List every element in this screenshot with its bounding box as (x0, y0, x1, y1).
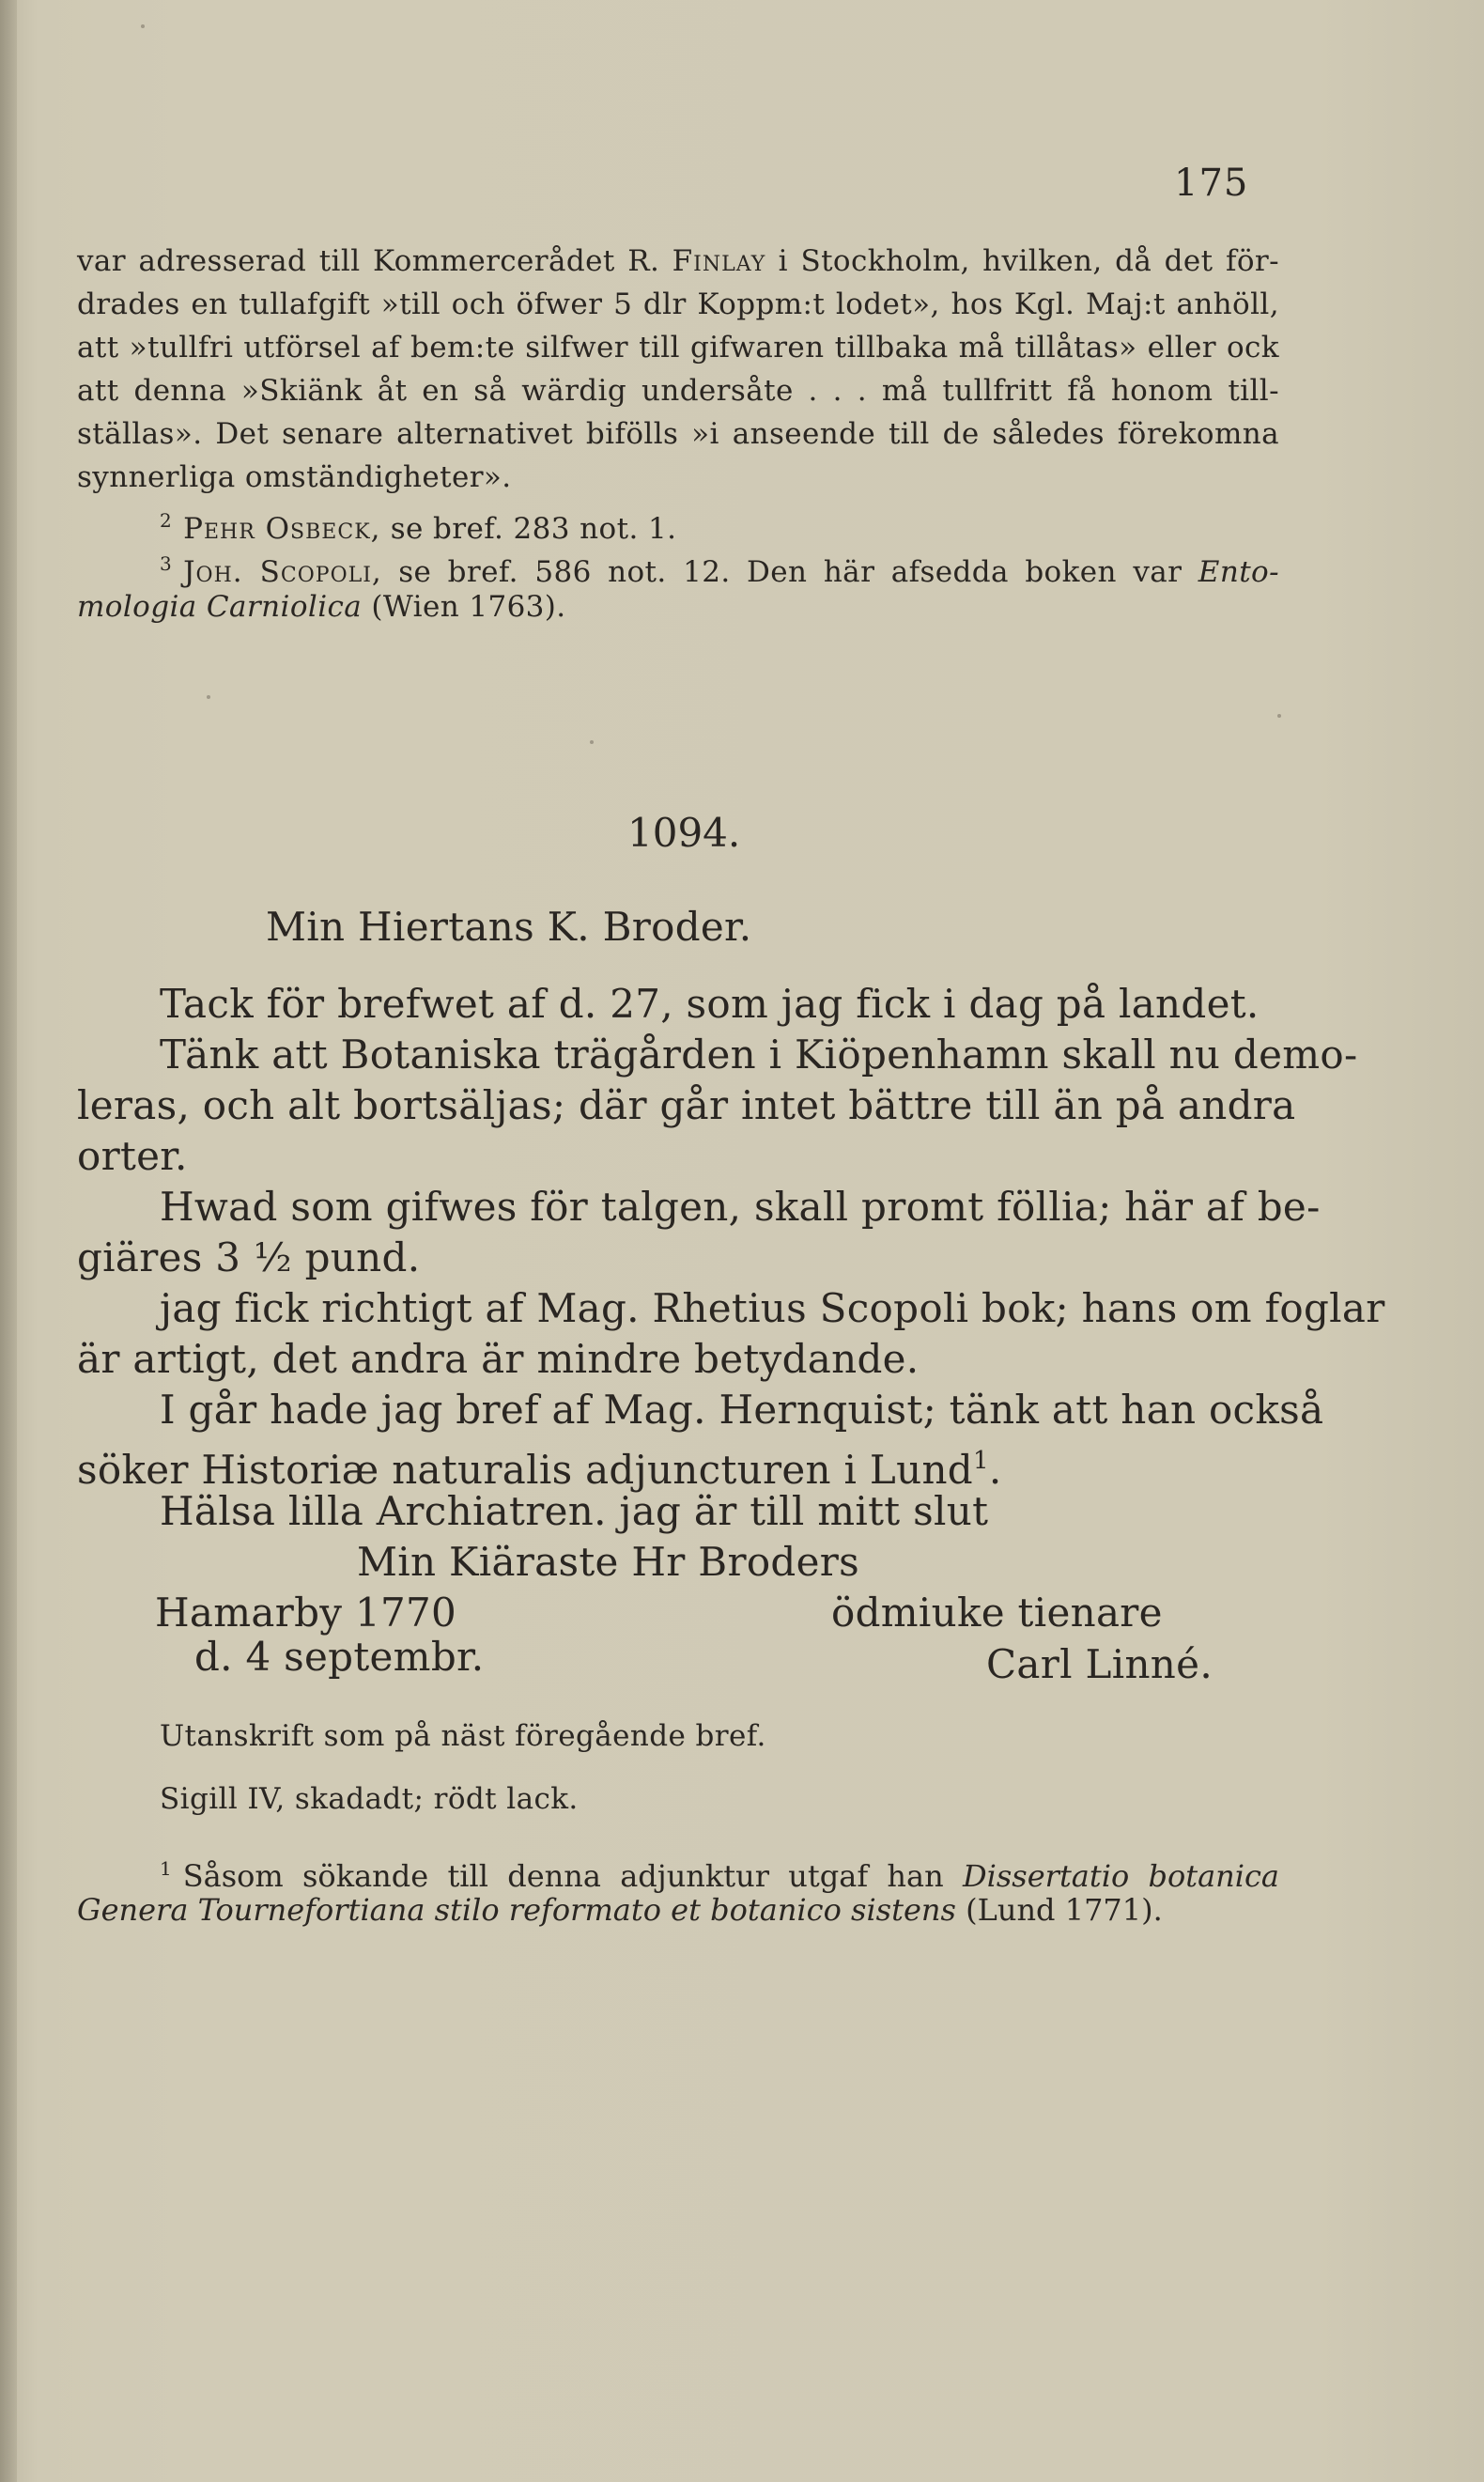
footnote-line-2: Genera Tournefortiana stilo reformato et botanico sistens (Lund 1771). (77, 1892, 1163, 1928)
letter-line-6: giäres 3 ½ pund. (77, 1234, 421, 1280)
footnote-line-1: $^1$ Såsom sökande till denna adjunktur utgaf han Dissertatio botanica (160, 1857, 1280, 1894)
letter-line-4: orter. (77, 1133, 188, 1179)
place: Hamarby 1770 (155, 1590, 457, 1636)
note-line-3: att »tullfri utförsel af bem:te silfwer till gifwaren tillbaka må tillåtas» eller ock (77, 331, 1279, 365)
note-line-2: drades en tullafgift »till och öfwer 5 dlr Koppm:t lodet», hos Kgl. Maj:t anhöll, (77, 287, 1279, 321)
note-line-6: synnerliga omständigheter». (77, 460, 512, 494)
address-note: Utanskrift som på näst föregående bref. (160, 1719, 766, 1753)
letter-line-9: I går hade jag bref af Mag. Hernquist; tänk att han också (160, 1387, 1324, 1433)
paper-speck (590, 740, 594, 744)
letter-line-8: är artigt, det andra är mindre betydande. (77, 1336, 920, 1382)
page-binding-edge (0, 0, 17, 2482)
letter-line-2: Tänk att Botaniska trägården i Kiöpenhamn skall nu demo- (160, 1032, 1358, 1078)
letter-number: 1094. (627, 810, 741, 856)
servant: ödmiuke tienare (831, 1590, 1163, 1636)
page-number: 175 (1174, 162, 1249, 205)
paper-speck (207, 695, 210, 699)
note-2: $^2$ Pehr Osbeck, se bref. 283 not. 1. (160, 509, 677, 546)
note-line-5: ställas». Det senare alternativet bifölls »i anseende till de således förekomna (77, 417, 1279, 451)
note-line-1: var adresserad till Kommercerådet R. Finlay i Stockholm, hvilken, då det för- (77, 244, 1279, 278)
paper-speck (141, 24, 145, 28)
salutation: Min Hiertans K. Broder. (266, 904, 752, 950)
footnote-ref: 1 (972, 1447, 989, 1475)
letter-line-3: leras, och alt bortsäljas; där går intet bättre till än på andra (77, 1082, 1296, 1128)
signature: Carl Linné. (986, 1641, 1213, 1687)
letter-line-10: söker Historiæ naturalis adjuncturen i Lund$^1$. (77, 1447, 1002, 1493)
letter-line-5: Hwad som gifwes för talgen, skall promt föllia; här af be- (160, 1184, 1321, 1230)
letter-line-7: jag fick richtigt af Mag. Rhetius Scopoli bok; hans om foglar (160, 1285, 1385, 1331)
note-line-4: att denna »Skiänk åt en så wärdig undersåte . . . må tullfritt få honom till- (77, 374, 1279, 408)
paper-speck (1277, 714, 1281, 718)
note-3: $^3$ Joh. Scopoli, se bref. 586 not. 12. Den här afsedda boken var Ento- (160, 552, 1279, 589)
seal-note: Sigill IV, skadadt; rödt lack. (160, 1782, 579, 1816)
note-3-cont: mologia Carniolica (Wien 1763). (77, 590, 566, 624)
closing: Min Kiäraste Hr Broders (357, 1539, 859, 1585)
letter-line-1: Tack för brefwet af d. 27, som jag fick i dag på landet. (160, 981, 1260, 1027)
letter-line-11: Hälsa lilla Archiatren. jag är till mitt slut (160, 1488, 989, 1534)
date: d. 4 septembr. (194, 1634, 485, 1680)
